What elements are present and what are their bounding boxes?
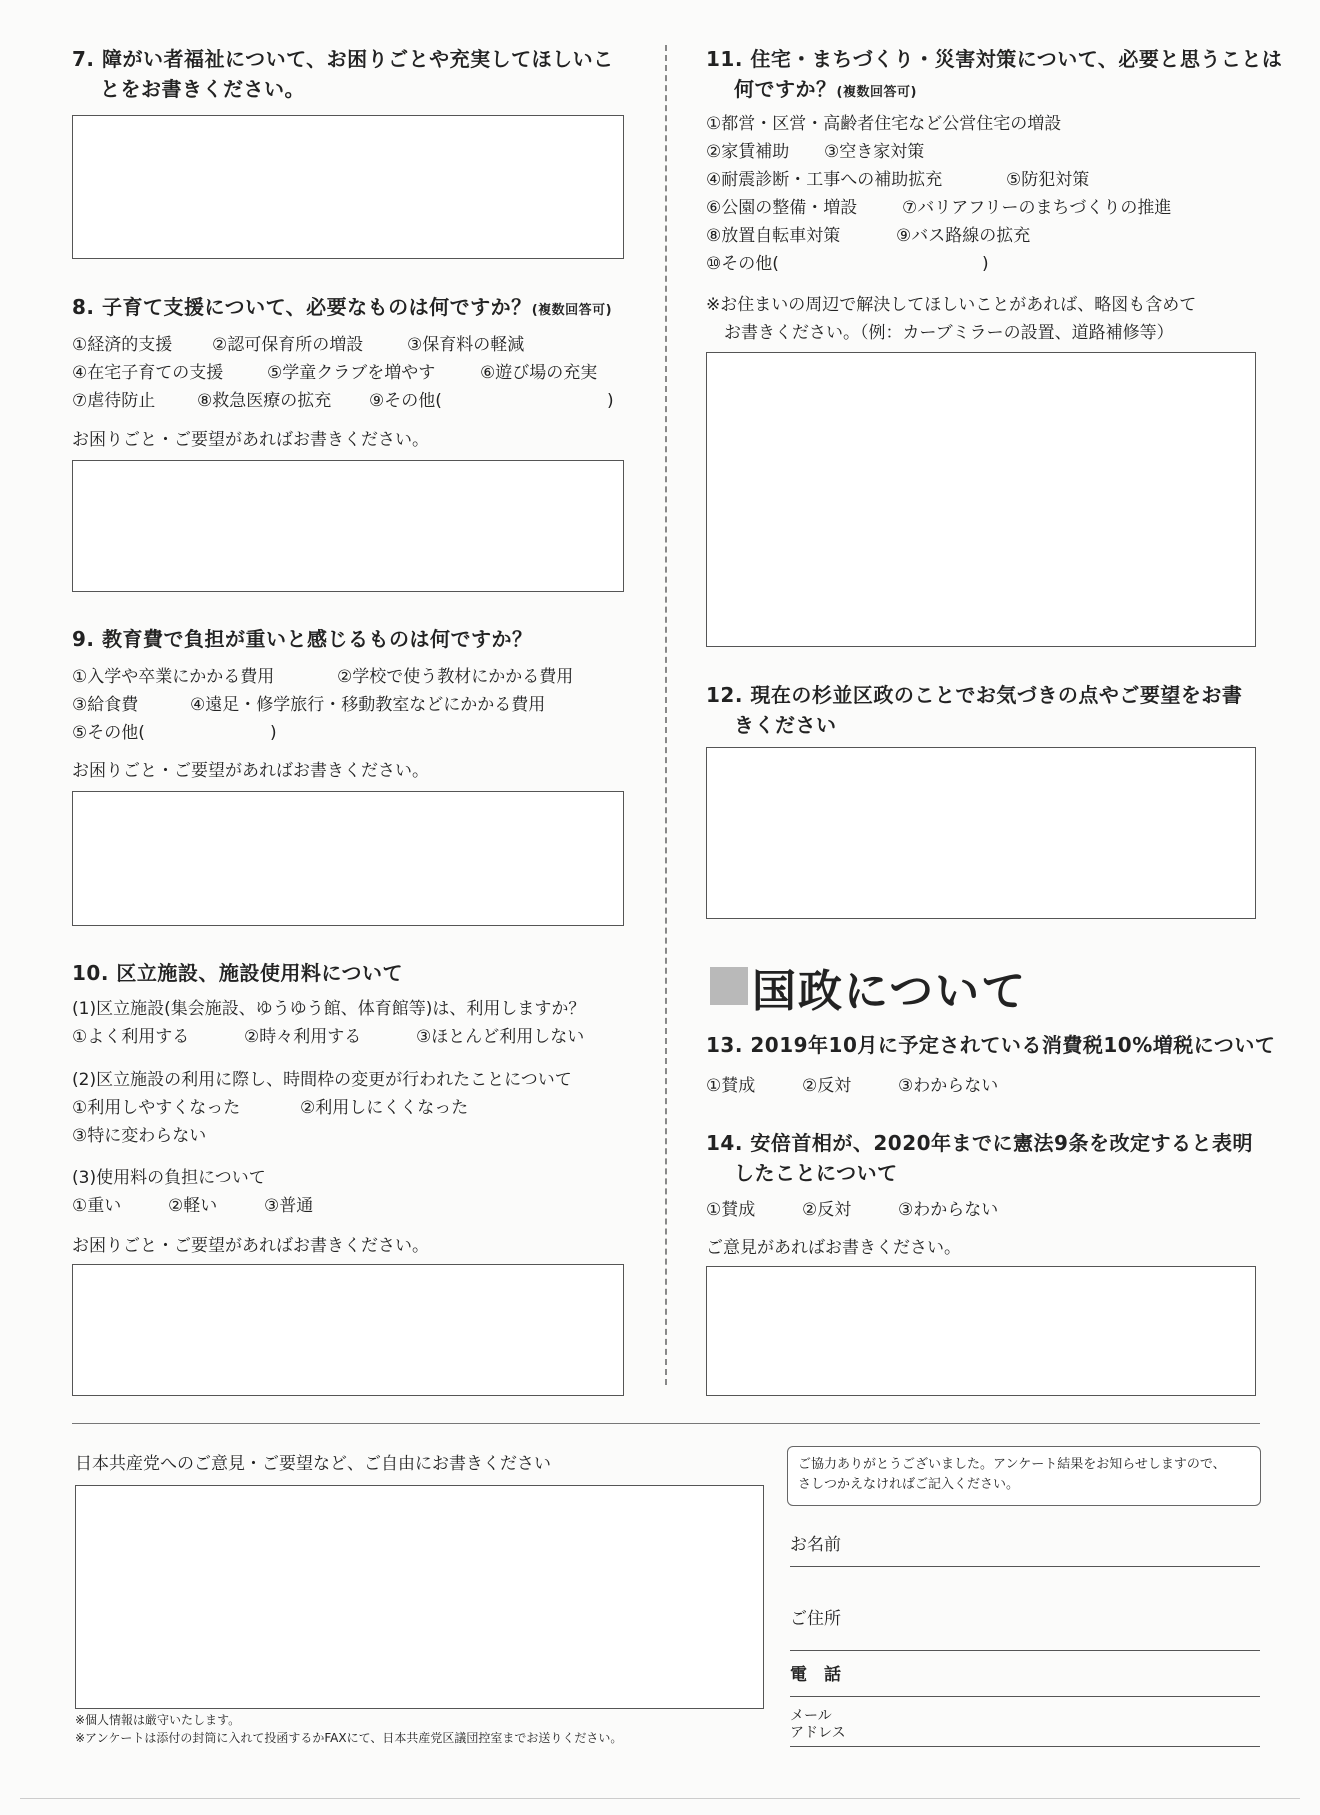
- q10-sub3-option-2[interactable]: ②軽い: [168, 1196, 218, 1216]
- q8-option-2[interactable]: ②認可保育所の増設: [212, 335, 364, 355]
- q8-option-7[interactable]: ⑦虐待防止: [72, 391, 156, 411]
- email-label-line2: アドレス: [790, 1725, 846, 1741]
- q8-multi-note: (複数回答可): [531, 303, 613, 318]
- q8-option-1[interactable]: ①経済的支援: [72, 335, 173, 355]
- q11-title-line2-text: 何ですか？: [734, 77, 837, 101]
- q8-option-3[interactable]: ③保育料の軽減: [407, 335, 525, 355]
- q14-answer-box[interactable]: [706, 1266, 1256, 1396]
- bottom-cut-line: [20, 1798, 1300, 1799]
- q7-title-line2: とをお書きください。: [100, 77, 305, 101]
- q10-sub2-option-1[interactable]: ①利用しやすくなった: [72, 1098, 241, 1118]
- phone-label: 電 話: [790, 1665, 841, 1685]
- q10-sub3-option-1[interactable]: ①重い: [72, 1196, 122, 1216]
- q10-sub1-options: [72, 1023, 584, 1051]
- q14-option-3[interactable]: ③わからない: [898, 1200, 999, 1220]
- q10-sub2-options: [72, 1094, 468, 1150]
- q14-title: [706, 1128, 1306, 1188]
- q12-title-line1: 12. 現在の杉並区政のことでお気づきの点やご要望をお書: [706, 683, 1243, 707]
- q11-option-5[interactable]: ⑤防犯対策: [1006, 170, 1090, 190]
- name-label: お名前: [790, 1535, 841, 1555]
- free-comment-box[interactable]: [75, 1485, 764, 1709]
- q14-option-1[interactable]: ①賛成: [706, 1200, 756, 1220]
- q11-title: [706, 44, 1306, 108]
- column-divider: [665, 45, 667, 1385]
- q11-option-1[interactable]: ①都営・区営・高齢者住宅など公営住宅の増設: [706, 114, 1062, 134]
- national-politics-heading: 国政について: [752, 966, 1028, 1017]
- q11-option-4[interactable]: ④耐震診断・工事への補助拡充: [706, 170, 943, 190]
- q10-sub1: (1)区立施設(集会施設、ゆうゆう館、体育館等)は、利用しますか？: [72, 999, 586, 1019]
- email-field[interactable]: [790, 1710, 1260, 1747]
- q8-option-5[interactable]: ⑤学童クラブを増やす: [267, 363, 436, 383]
- q11-option-7[interactable]: ⑦バリアフリーのまちづくりの推進: [902, 198, 1172, 218]
- q9-title: 9. 教育費で負担が重いと感じるものは何ですか？: [72, 627, 533, 651]
- q8-options: [72, 331, 642, 415]
- q14-comment-prompt: ご意見があればお書きください。: [706, 1238, 961, 1258]
- q13-title: 13. 2019年10月に予定されている消費税10%増税について: [706, 1033, 1276, 1057]
- q13-option-3[interactable]: ③わからない: [898, 1076, 999, 1096]
- q9-option-2[interactable]: ②学校で使う教材にかかる費用: [337, 667, 574, 687]
- section-square-icon: [710, 967, 748, 1005]
- send-note: ※アンケートは添付の封筒に入れて投函するかFAXにて、日本共産党区議団控室までお送りください。: [75, 1731, 623, 1745]
- q8-option-9[interactable]: ⑨その他(: [369, 391, 442, 411]
- q12-title-line2: きください: [734, 713, 837, 737]
- q9-options: [72, 663, 642, 747]
- q8-title-text: 8. 子育て支援について、必要なものは何ですか？: [72, 295, 532, 319]
- q11-options: [706, 110, 1306, 278]
- q10-sub3-options: [72, 1192, 313, 1220]
- q10-title: 10. 区立施設、施設使用料について: [72, 961, 403, 985]
- q10-sub1-option-3[interactable]: ③ほとんど利用しない: [416, 1027, 585, 1047]
- q9-option-5-close: ): [270, 723, 277, 743]
- q8-option-6[interactable]: ⑥遊び場の充実: [480, 363, 598, 383]
- q10-answer-box[interactable]: [72, 1264, 624, 1396]
- q11-option-3[interactable]: ③空き家対策: [824, 142, 925, 162]
- q12-title: [706, 680, 1306, 740]
- q10-sub1-option-2[interactable]: ②時々利用する: [244, 1027, 362, 1047]
- q9-option-1[interactable]: ①入学や卒業にかかる費用: [72, 667, 275, 687]
- q11-option-6[interactable]: ⑥公園の整備・増設: [706, 198, 858, 218]
- q14-title-line1: 14. 安倍首相が、2020年までに憲法9条を改定すると表明: [706, 1131, 1253, 1155]
- q10-sub3: (3)使用料の負担について: [72, 1168, 266, 1188]
- q9-answer-box[interactable]: [72, 791, 624, 926]
- q8-option-4[interactable]: ④在宅子育ての支援: [72, 363, 224, 383]
- q9-option-5[interactable]: ⑤その他(: [72, 723, 145, 743]
- q9-option-3[interactable]: ③給食費: [72, 695, 139, 715]
- q11-option-10[interactable]: ⑩その他(: [706, 254, 779, 274]
- q8-option-9-close: ): [607, 391, 614, 411]
- q8-answer-box[interactable]: [72, 460, 624, 592]
- address-field[interactable]: [790, 1610, 1260, 1651]
- phone-field[interactable]: [790, 1664, 1260, 1697]
- email-label-line1: メール: [790, 1708, 832, 1724]
- thanks-box: [787, 1446, 1261, 1506]
- q9-option-4[interactable]: ④遠足・修学旅行・移動教室などにかかる費用: [190, 695, 546, 715]
- thanks-line2: さしつかえなければご記入ください。: [798, 1477, 1020, 1492]
- q11-answer-box[interactable]: [706, 352, 1256, 647]
- privacy-note: ※個人情報は厳守いたします。: [75, 1713, 241, 1727]
- q8-title: [72, 292, 652, 326]
- q7-answer-box[interactable]: [72, 115, 624, 259]
- footer-separator: [72, 1423, 1260, 1424]
- address-label: ご住所: [790, 1609, 841, 1629]
- q13-options: [706, 1072, 998, 1100]
- q10-sub2: (2)区立施設の利用に際し、時間枠の変更が行われたことについて: [72, 1070, 572, 1090]
- q11-option-8[interactable]: ⑧放置自転車対策: [706, 226, 841, 246]
- q11-title-line1: 11. 住宅・まちづくり・災害対策について、必要と思うことは: [706, 47, 1283, 71]
- q11-multi-note: (複数回答可): [836, 85, 917, 100]
- q14-title-line2: したことについて: [734, 1161, 898, 1185]
- q14-options: [706, 1196, 998, 1224]
- q10-sub3-option-3[interactable]: ③普通: [264, 1196, 314, 1216]
- q11-option-9[interactable]: ⑨バス路線の拡充: [896, 226, 1031, 246]
- q7-title: [72, 44, 642, 104]
- q8-comment-prompt: お困りごと・ご要望があればお書きください。: [72, 430, 429, 450]
- q13-option-1[interactable]: ①賛成: [706, 1076, 756, 1096]
- q7-title-line1: 7. 障がい者福祉について、お困りごとや充実してほしいこ: [72, 47, 614, 71]
- thanks-line1: ご協力ありがとうございました。アンケート結果をお知らせしますので、: [798, 1457, 1226, 1472]
- q11-option-10-close: ): [982, 254, 989, 274]
- q10-sub2-option-3[interactable]: ③特に変わらない: [72, 1126, 207, 1146]
- q11-remark: [706, 291, 1196, 347]
- q10-sub1-option-1[interactable]: ①よく利用する: [72, 1027, 190, 1047]
- free-comment-prompt: 日本共産党へのご意見・ご要望など、ご自由にお書きください: [75, 1454, 551, 1474]
- q11-remark-line2: お書きください。（例：カーブミラーの設置、道路補修等）: [724, 323, 1174, 343]
- q13-option-2[interactable]: ②反対: [802, 1076, 852, 1096]
- q11-option-2[interactable]: ②家賃補助: [706, 142, 790, 162]
- q9-comment-prompt: お困りごと・ご要望があればお書きください。: [72, 761, 429, 781]
- q14-option-2[interactable]: ②反対: [802, 1200, 852, 1220]
- q11-remark-line1: ※お住まいの周辺で解決してほしいことがあれば、略図も含めて: [706, 295, 1197, 315]
- q10-comment-prompt: お困りごと・ご要望があればお書きください。: [72, 1236, 429, 1256]
- name-field[interactable]: [790, 1538, 1260, 1567]
- q12-answer-box[interactable]: [706, 747, 1256, 919]
- q11-title-line2: [706, 74, 1306, 108]
- q10-sub2-option-2[interactable]: ②利用しにくくなった: [300, 1098, 469, 1118]
- q8-option-8[interactable]: ⑧救急医療の拡充: [197, 391, 332, 411]
